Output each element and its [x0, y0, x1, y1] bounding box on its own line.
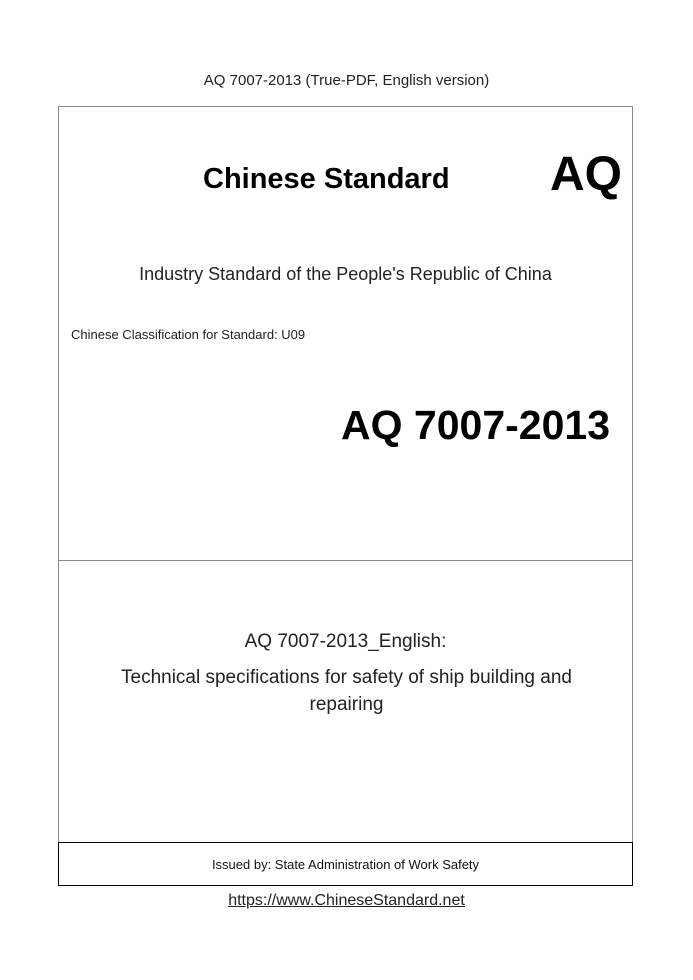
industry-line: Industry Standard of the People's Republic of China — [139, 264, 552, 284]
document-header: AQ 7007-2013 (True-PDF, English version) — [203, 72, 490, 89]
standard-code: AQ — [550, 148, 622, 201]
standard-number: AQ 7007-2013 — [341, 402, 610, 448]
website-link[interactable]: https://www.ChineseStandard.net — [228, 892, 465, 909]
issuer-box — [58, 842, 633, 886]
issuer-text: Issued by: State Administration of Work Safety — [211, 856, 480, 872]
document-heading: AQ 7007-2013_English: — [244, 631, 447, 652]
standard-label: Chinese Standard — [203, 163, 450, 195]
document-description: Technical specifications for safety of ship building and repairing — [121, 667, 572, 715]
classification-text: Chinese Classification for Standard: U09 — [71, 327, 306, 342]
section-divider — [59, 560, 632, 561]
cover-frame — [58, 106, 633, 884]
